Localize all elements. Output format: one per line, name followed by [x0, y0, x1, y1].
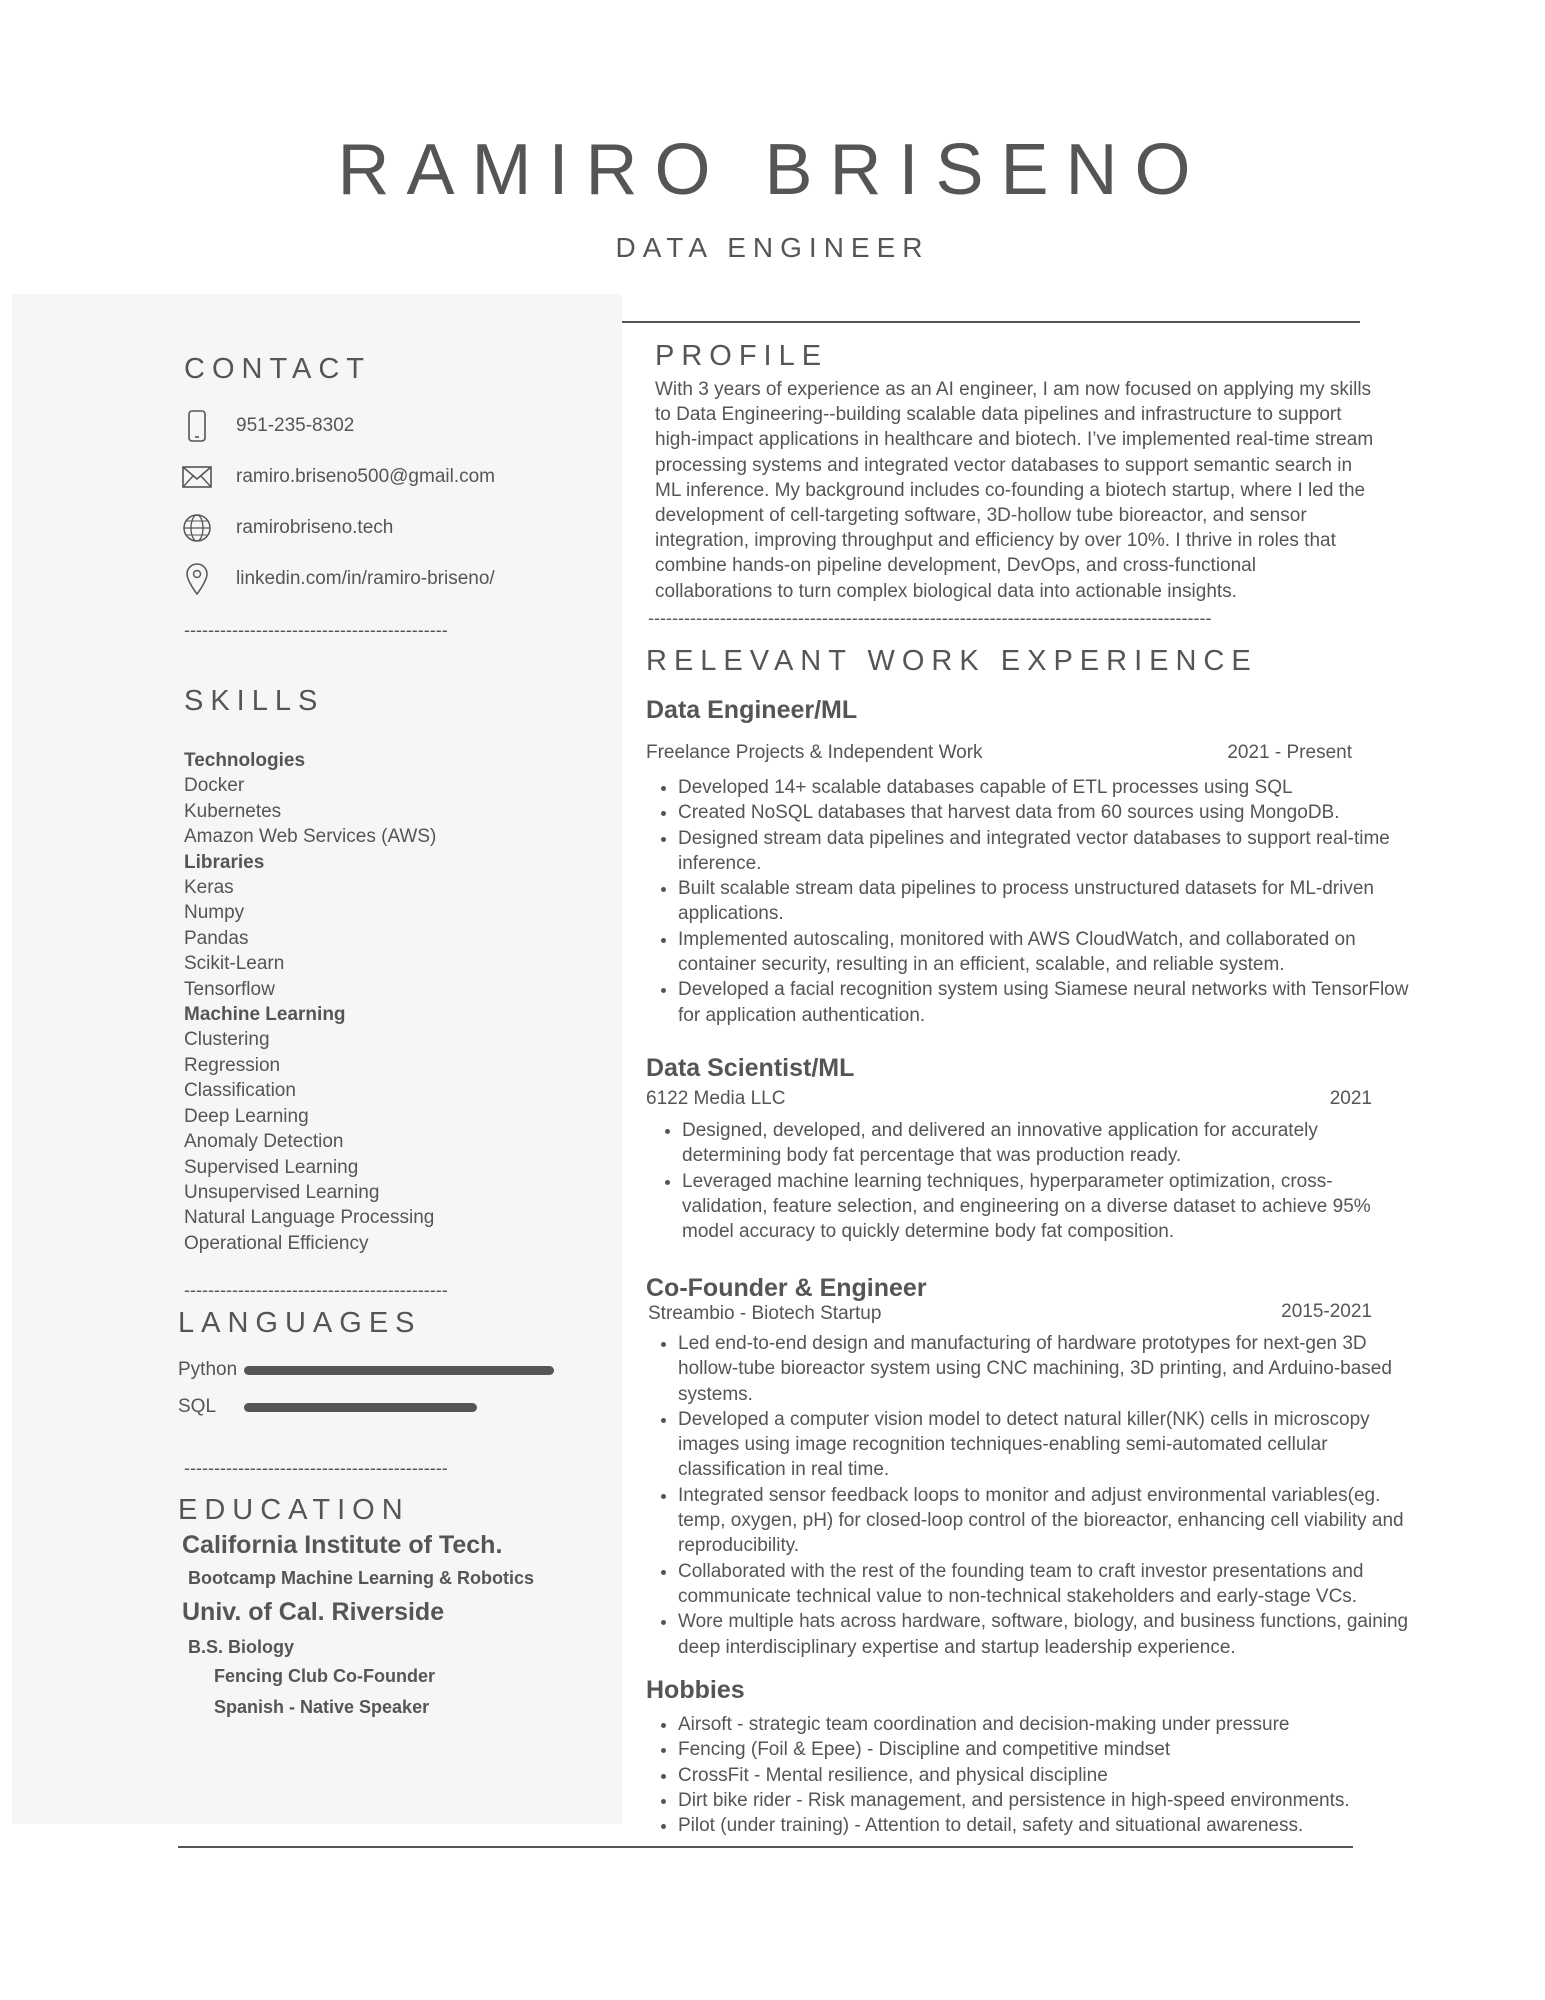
- language-row-sql: [178, 1394, 554, 1420]
- hobby-item: • Airsoft - strategic team coordination and decision-making under pressure: [678, 1712, 1414, 1737]
- contact-phone[interactable]: [182, 406, 354, 446]
- skill-item: Supervised Learning: [184, 1156, 359, 1178]
- experience-heading: RELEVANT WORK EXPERIENCE: [646, 645, 1258, 677]
- job-bullet: • Collaborated with the rest of the founding team to craft investor presentations and communicate technical value to non-technical stakeholders and early-stage VCs.: [678, 1559, 1414, 1610]
- education-extra: Spanish - Native Speaker: [214, 1697, 430, 1717]
- phone-icon: [182, 410, 212, 442]
- contact-heading: CONTACT: [184, 353, 372, 385]
- job-bullet: • Developed 14+ scalable databases capable of ETL processes using SQL: [678, 775, 1414, 800]
- skill-item: Keras: [184, 877, 234, 899]
- job-title: Data Scientist/ML: [646, 1054, 855, 1082]
- skill-item: Natural Language Processing: [184, 1207, 435, 1229]
- resume-name: RAMIRO BRISENO: [337, 130, 1208, 210]
- hobbies-list: [646, 1712, 1414, 1838]
- skill-item: Clustering: [184, 1029, 270, 1051]
- education-detail: B.S. Biology: [188, 1637, 295, 1657]
- job-org: 6122 Media LLC: [646, 1088, 786, 1109]
- skill-item: Amazon Web Services (AWS): [184, 826, 437, 848]
- hobby-item: • CrossFit - Mental resilience, and physical discipline: [678, 1763, 1414, 1788]
- job-title: Data Engineer/ML: [646, 696, 858, 724]
- job-bullets: [646, 775, 1414, 1028]
- language-bar-fill: [244, 1366, 554, 1375]
- job-bullets: [650, 1118, 1412, 1244]
- profile-heading: PROFILE: [655, 340, 829, 372]
- education-heading: EDUCATION: [178, 1494, 410, 1526]
- hobby-item: • Dirt bike rider - Risk management, and persistence in high-speed environments.: [678, 1788, 1414, 1813]
- language-name: SQL: [178, 1396, 217, 1417]
- sidebar-divider: --------------------------------------------: [184, 1280, 448, 1300]
- hobby-item: • Pilot (under training) - Attention to detail, safety and situational awareness.: [678, 1813, 1414, 1838]
- skill-item: Unsupervised Learning: [184, 1181, 380, 1203]
- job-title: Co-Founder & Engineer: [646, 1274, 927, 1302]
- job-bullet: • Created NoSQL databases that harvest data from 60 sources using MongoDB.: [678, 800, 1414, 825]
- contact-linkedin[interactable]: [182, 559, 495, 599]
- job-date: 2021 - Present: [1227, 742, 1352, 763]
- skills-list: [184, 748, 436, 1256]
- language-bar-track: [244, 1403, 554, 1412]
- skills-category: Libraries: [184, 851, 265, 873]
- hobbies-heading: Hobbies: [646, 1676, 745, 1704]
- skill-item: Numpy: [184, 902, 245, 924]
- sidebar-divider: --------------------------------------------: [184, 620, 448, 640]
- job-bullet: • Developed a facial recognition system using Siamese neural networks with TensorFlow for application authentication.: [678, 977, 1414, 1028]
- skills-category: Machine Learning: [184, 1004, 346, 1026]
- education-school: Univ. of Cal. Riverside: [182, 1598, 445, 1626]
- skill-item: Anomaly Detection: [184, 1131, 344, 1153]
- sidebar-divider: --------------------------------------------: [184, 1458, 448, 1478]
- education-detail: Bootcamp Machine Learning & Robotics: [188, 1568, 535, 1588]
- job-bullet: • Implemented autoscaling, monitored with AWS CloudWatch, and collaborated on container security, resulting in an efficient, scalable, and reliable system.: [678, 927, 1414, 978]
- skill-item: Pandas: [184, 927, 249, 949]
- language-bar-fill: [244, 1403, 477, 1412]
- skill-item: Scikit-Learn: [184, 953, 285, 975]
- skill-item: Deep Learning: [184, 1105, 309, 1127]
- skills-category: Technologies: [184, 750, 306, 771]
- skill-item: Kubernetes: [184, 800, 282, 822]
- languages-heading: LANGUAGES: [178, 1307, 422, 1339]
- globe-icon: [182, 512, 212, 544]
- education-school: California Institute of Tech.: [182, 1531, 503, 1559]
- job-bullet: • Designed, developed, and delivered an innovative application for accurately determining body fat percentage that was production ready.: [682, 1118, 1412, 1169]
- job-bullet: • Wore multiple hats across hardware, software, biology, and business functions, gaining deep interdisciplinary expertise and startup leadership experience.: [678, 1609, 1414, 1660]
- job-bullets: [646, 1331, 1414, 1660]
- bottom-rule: [178, 1846, 1353, 1848]
- location-pin-icon: [182, 563, 212, 595]
- job-date: 2021: [1329, 1088, 1372, 1109]
- language-row-python: [178, 1357, 554, 1383]
- job-bullet: • Built scalable stream data pipelines to process unstructured datasets for ML-driven applications.: [678, 876, 1414, 927]
- language-bar-track: [244, 1366, 554, 1375]
- job-bullet: • Integrated sensor feedback loops to monitor and adjust environmental variables(eg. temp, oxygen, pH) for closed-loop control of the bioreactor, enhancing cell viability and reproducibility.: [678, 1483, 1414, 1559]
- education-extra: Fencing Club Co-Founder: [214, 1666, 435, 1686]
- top-rule: [622, 321, 1360, 323]
- job-org: Freelance Projects & Independent Work: [646, 742, 983, 763]
- skill-item: Classification: [184, 1080, 296, 1102]
- job-bullet: • Developed a computer vision model to detect natural killer(NK) cells in microscopy images using image recognition techniques-enabling semi-automated cellular classification in real time.: [678, 1407, 1414, 1483]
- job-bullet: • Designed stream data pipelines and integrated vector databases to support real-time inference.: [678, 826, 1414, 877]
- skill-item: Tensorflow: [184, 978, 275, 1000]
- skill-item: Docker: [184, 775, 245, 797]
- profile-divider: ----------------------------------------------------------------------------------------------: [648, 608, 1212, 628]
- job-bullet: • Led end-to-end design and manufacturing of hardware prototypes for next-gen 3D hollow-tube bioreactor system using CNC machining, 3D printing, and Arduino-based systems.: [678, 1331, 1414, 1407]
- job-date: 2015-2021: [1281, 1301, 1372, 1322]
- job-bullet: • Leveraged machine learning techniques, hyperparameter optimization, cross-validation, feature selection, and engineering on a diverse dataset to achieve 95% model accuracy to quickly determine body fat composition.: [682, 1169, 1412, 1245]
- job-org: Streambio - Biotech Startup: [648, 1303, 882, 1324]
- contact-website-text: ramirobriseno.tech: [236, 517, 394, 538]
- profile-text: With 3 years of experience as an AI engineer, I am now focused on applying my skills to Data Engineering--building scalable data pipelines and infrastructure to support high-impact applications in healthcare and biotech. I’ve implemented real-time stream processing systems and integrated vector databases to support semantic search in ML inference. My background includes co-founding a biotech startup, where I led the development of cell-targeting software, 3D-hollow tube bioreactor, and sensor integration, improving throughput and efficiency by over 10%. I thrive in roles that combine hands-on pipeline development, DevOps, and cross-functional collaborations to turn complex biological data into actionable insights.: [655, 379, 1374, 602]
- contact-email-text: ramiro.briseno500@gmail.com: [236, 466, 495, 487]
- contact-website[interactable]: [182, 508, 393, 548]
- skills-heading: SKILLS: [184, 685, 325, 717]
- skill-item: Operational Efficiency: [184, 1232, 369, 1254]
- skill-item: Regression: [184, 1054, 281, 1076]
- language-name: Python: [178, 1359, 238, 1380]
- contact-linkedin-text: linkedin.com/in/ramiro-briseno/: [236, 568, 495, 589]
- job-title-heading: DATA ENGINEER: [615, 232, 930, 263]
- hobby-item: • Fencing (Foil & Epee) - Discipline and competitive mindset: [678, 1737, 1414, 1762]
- contact-email[interactable]: [182, 457, 495, 497]
- contact-phone-text: 951-235-8302: [236, 415, 355, 436]
- mail-icon: [182, 461, 212, 493]
